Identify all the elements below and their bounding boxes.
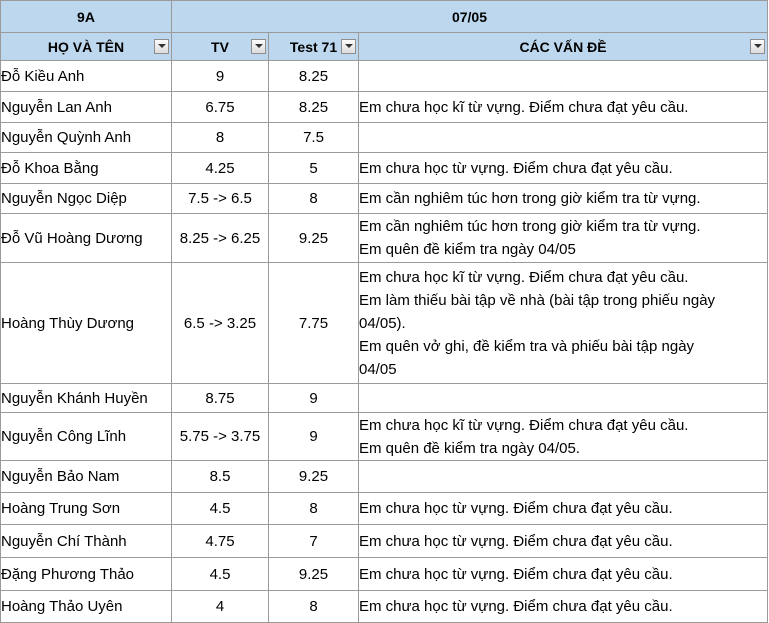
table-row [1, 413, 768, 461]
table-row [1, 591, 768, 623]
issue-line: Em chưa học từ vựng. Điểm chưa đạt yêu cầu. [359, 159, 673, 177]
table-row [1, 61, 768, 92]
issues-cell[interactable] [359, 61, 768, 92]
issues-cell[interactable] [359, 263, 768, 384]
table-row [1, 184, 768, 214]
class-label-cell[interactable]: 9A [1, 1, 172, 33]
issue-line: Em chưa học từ vựng. Điểm chưa đạt yêu cầu. [359, 598, 673, 615]
tv-score-cell[interactable]: 9 [172, 61, 269, 92]
test-score-cell[interactable]: 5 [269, 153, 359, 184]
tv-score-cell[interactable]: 4.5 [172, 558, 269, 591]
issue-line: Em cần nghiêm túc hơn trong giờ kiểm tra từ vựng. [359, 218, 701, 235]
student-name-cell[interactable]: Hoàng Thùy Dương [1, 263, 172, 384]
test-filter-dropdown-icon[interactable] [341, 39, 356, 54]
issues-cell[interactable] [359, 184, 768, 214]
name-filter-dropdown-icon[interactable] [154, 39, 169, 54]
issues-cell[interactable] [359, 461, 768, 493]
issue-line: Em quên đề kiểm tra ngày 04/05 [359, 241, 576, 258]
tv-score-cell[interactable]: 6.75 [172, 92, 269, 123]
issue-line: Em chưa học từ vựng. Điểm chưa đạt yêu cầu. [359, 500, 673, 517]
test-score-cell[interactable]: 8 [269, 591, 359, 623]
student-name-cell[interactable]: Nguyễn Khánh Huyền [1, 384, 172, 413]
issues-cell[interactable] [359, 493, 768, 525]
student-name-cell[interactable]: Đặng Phương Thảo [1, 558, 172, 591]
tv-score-cell[interactable]: 6.5 -> 3.25 [172, 263, 269, 384]
student-name-cell[interactable]: Đỗ Kiều Anh [1, 61, 172, 92]
student-name-cell[interactable]: Đỗ Vũ Hoàng Dương [1, 214, 172, 263]
tv-score-cell[interactable]: 5.75 -> 3.75 [172, 413, 269, 461]
issues-filter-dropdown-icon[interactable] [750, 39, 765, 54]
student-name-cell[interactable]: Nguyễn Chí Thành [1, 525, 172, 558]
student-name-cell[interactable]: Nguyễn Quỳnh Anh [1, 123, 172, 153]
issue-line: 04/05 [359, 360, 397, 378]
test-score-cell[interactable]: 7 [269, 525, 359, 558]
table-row [1, 153, 768, 184]
date-label-cell[interactable]: 07/05 [172, 1, 768, 33]
issue-line: Em chưa học kĩ từ vựng. Điểm chưa đạt yêu cầu. [359, 268, 689, 286]
tv-score-cell[interactable]: 8.25 -> 6.25 [172, 214, 269, 263]
issue-line: Em cần nghiêm túc hơn trong giờ kiểm tra từ vựng. [359, 190, 701, 207]
student-name-cell[interactable]: Hoàng Thảo Uyên [1, 591, 172, 623]
issue-line: 04/05). [359, 314, 406, 332]
table-row [1, 92, 768, 123]
title-row [1, 1, 768, 33]
table-row [1, 263, 768, 384]
tv-score-cell[interactable]: 4.5 [172, 493, 269, 525]
issues-cell[interactable] [359, 123, 768, 153]
table-row [1, 461, 768, 493]
issue-line: Em chưa học kĩ từ vựng. Điểm chưa đạt yêu cầu. [359, 98, 689, 116]
student-rows [1, 61, 768, 623]
issue-line: Em chưa học từ vựng. Điểm chưa đạt yêu cầu. [359, 565, 673, 583]
tv-score-cell[interactable]: 8.75 [172, 384, 269, 413]
student-name-cell[interactable]: Hoàng Trung Sơn [1, 493, 172, 525]
tv-column-header[interactable] [172, 33, 269, 61]
test-column-header[interactable] [269, 33, 359, 61]
test-column-label: Test 71 [289, 38, 338, 55]
issues-column-label: CÁC VẤN ĐỀ [519, 38, 607, 55]
test-score-cell[interactable]: 7.5 [269, 123, 359, 153]
issues-cell[interactable] [359, 558, 768, 591]
issue-line: Em chưa học kĩ từ vựng. Điểm chưa đạt yêu cầu. [359, 416, 689, 434]
table-row [1, 558, 768, 591]
issue-line: Em quên vở ghi, đề kiểm tra và phiếu bài tập ngày [359, 337, 695, 355]
table-row [1, 123, 768, 153]
student-name-cell[interactable]: Nguyễn Lan Anh [1, 92, 172, 123]
student-name-cell[interactable]: Nguyễn Công Lĩnh [1, 413, 172, 461]
tv-score-cell[interactable]: 4 [172, 591, 269, 623]
student-name-cell[interactable]: Đỗ Khoa Bằng [1, 153, 172, 184]
tv-score-cell[interactable]: 8.5 [172, 461, 269, 493]
table-row [1, 525, 768, 558]
issues-cell[interactable] [359, 384, 768, 413]
issues-cell[interactable] [359, 214, 768, 263]
tv-score-cell[interactable]: 4.75 [172, 525, 269, 558]
issue-line: Em quên đề kiểm tra ngày 04/05. [359, 439, 580, 457]
test-score-cell[interactable]: 8.25 [269, 92, 359, 123]
issue-line: Em chưa học từ vựng. Điểm chưa đạt yêu cầu. [359, 532, 673, 550]
name-column-label: HỌ VÀ TÊN [47, 38, 125, 55]
table-row [1, 214, 768, 263]
table-row [1, 493, 768, 525]
student-name-cell[interactable]: Nguyễn Ngọc Diệp [1, 184, 172, 214]
issues-cell[interactable] [359, 413, 768, 461]
issues-cell[interactable] [359, 591, 768, 623]
test-score-cell[interactable]: 9 [269, 384, 359, 413]
issues-cell[interactable] [359, 92, 768, 123]
test-score-cell[interactable]: 8 [269, 184, 359, 214]
student-name-cell[interactable]: Nguyễn Bảo Nam [1, 461, 172, 493]
tv-score-cell[interactable]: 4.25 [172, 153, 269, 184]
tv-filter-dropdown-icon[interactable] [251, 39, 266, 54]
issues-cell[interactable] [359, 525, 768, 558]
test-score-cell[interactable]: 8 [269, 493, 359, 525]
test-score-cell[interactable]: 8.25 [269, 61, 359, 92]
test-score-cell[interactable]: 9.25 [269, 461, 359, 493]
issue-line: Em làm thiếu bài tập về nhà (bài tập trong phiếu ngày [359, 291, 716, 309]
test-score-cell[interactable]: 7.75 [269, 263, 359, 384]
tv-score-cell[interactable]: 7.5 -> 6.5 [172, 184, 269, 214]
issues-column-header[interactable] [359, 33, 768, 61]
issues-cell[interactable] [359, 153, 768, 184]
test-score-cell[interactable]: 9.25 [269, 214, 359, 263]
test-score-cell[interactable]: 9.25 [269, 558, 359, 591]
tv-score-cell[interactable]: 8 [172, 123, 269, 153]
table-row [1, 384, 768, 413]
tv-column-label: TV [211, 38, 229, 55]
test-score-cell[interactable]: 9 [269, 413, 359, 461]
name-column-header[interactable] [1, 33, 172, 61]
column-header-row [1, 33, 768, 61]
